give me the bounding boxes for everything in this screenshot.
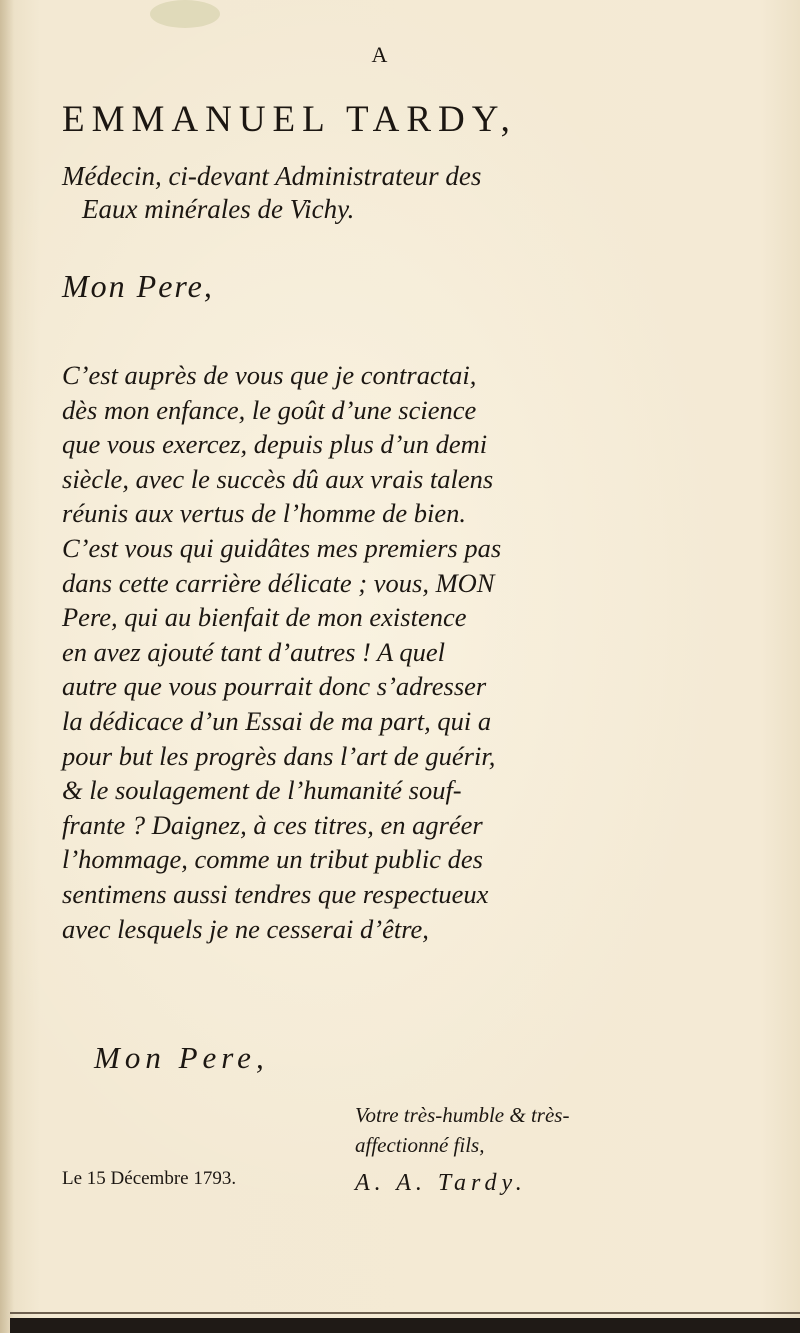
body-line: C’est auprès de vous que je contractai,: [62, 360, 477, 390]
recipient-title-line-1: Médecin, ci-devant Administrateur des: [62, 161, 482, 191]
dedication-lead: A: [371, 42, 389, 67]
body-line: en avez ajouté tant d’autres ! A quel: [62, 636, 445, 667]
page-bottom-line: [10, 1312, 800, 1314]
page-left-edge: [0, 0, 14, 1333]
recipient-title-line-2: Eaux minérales de Vichy.: [82, 194, 355, 224]
signature-line-2: affectionné fils,: [355, 1133, 485, 1157]
closing-salutation: Mon Pere,: [94, 1040, 269, 1075]
signature-line-1: Votre très-humble & très-: [355, 1103, 570, 1127]
salutation: Mon Pere,: [62, 268, 214, 304]
recipient-title: [62, 160, 702, 226]
body-line: réunis aux vertus de l’homme de bien.: [62, 498, 467, 529]
body-line: C’est vous qui guidâtes mes premiers pas: [62, 532, 502, 563]
signature-name: A. A. Tardy.: [355, 1170, 527, 1196]
body-line: frante ? Daignez, à ces titres, en agréer: [62, 809, 483, 840]
body-line: autre que vous pourrait donc s’adresser: [62, 671, 487, 702]
paper-stain: [150, 0, 220, 28]
body-line: siècle, avec le succès dû aux vrais talens: [62, 463, 494, 494]
body-line: sentimens aussi tendres que respectueux: [62, 878, 489, 909]
body-line: la dédicace d’un Essai de ma part, qui a: [62, 705, 492, 736]
dateline: Le 15 Décembre 1793.: [62, 1168, 237, 1189]
body-line: & le soulagement de l’humanité souf-: [62, 775, 462, 806]
page-bottom-edge: [10, 1318, 800, 1333]
body-line: avec lesquels je ne cesserai d’être,: [62, 913, 429, 944]
body-line: que vous exercez, depuis plus d’un demi: [62, 429, 488, 460]
body-line: pour but les progrès dans l’art de guérir,: [62, 740, 496, 771]
letter-body: [62, 358, 722, 946]
signature-block: [355, 1100, 569, 1198]
body-line: Pere, qui au bienfait de mon existence: [62, 602, 467, 633]
body-line: l’hommage, comme un tribut public des: [62, 844, 483, 875]
body-line: dès mon enfance, le goût d’une science: [62, 394, 477, 425]
recipient-name: EMMANUEL TARDY,: [62, 99, 517, 140]
body-line: dans cette carrière délicate ; vous, MON: [62, 567, 495, 598]
